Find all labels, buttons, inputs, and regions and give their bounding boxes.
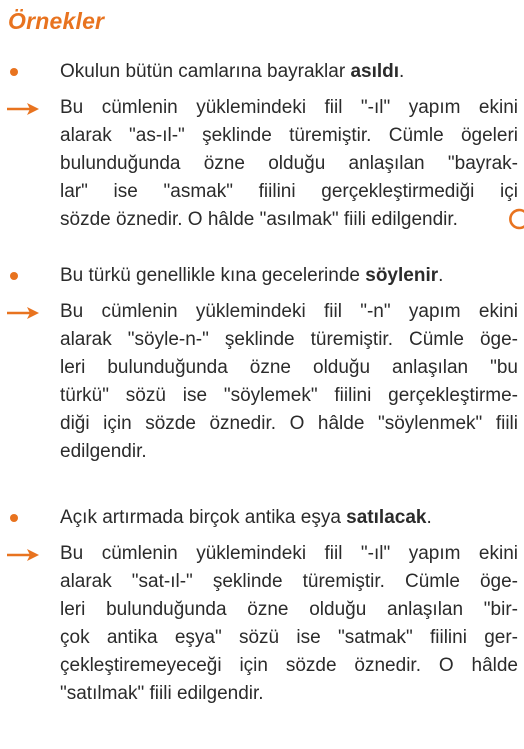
explanation-line: leri bulunduğunda özne olduğu anlaşılan "bu <box>60 357 518 378</box>
explanation-line: "satılmak" fiili edilgendir. <box>60 683 264 704</box>
explanation-line: diği için sözde öznedir. O hâlde "söylenmek" fiili <box>60 413 518 434</box>
explanation-line: alarak "as-ıl-" şeklinde türemiştir. Cümle ögeleri <box>60 125 518 146</box>
sentence-end: . <box>399 61 405 82</box>
explanation-text <box>60 298 518 466</box>
explanation-line: alarak "sat-ıl-" şeklinde türemiştir. Cümle öge- <box>60 571 518 592</box>
explanation-line: Bu cümlenin yüklemindeki fiil "-ıl" yapım ekini <box>60 543 518 564</box>
explanation-line: çok antika eşya" sözü ise "satmak" fiilini ger- <box>60 627 518 648</box>
edge-circle-icon <box>508 208 524 230</box>
sentence-text: Açık artırmada birçok antika eşya <box>60 507 347 528</box>
section-heading: Örnekler <box>8 8 105 34</box>
explanation-text <box>60 540 518 708</box>
arrow-right-icon <box>6 102 40 116</box>
example-sentence-text <box>60 262 518 290</box>
sentence-text: Bu türkü genellikle kına gecelerinde <box>60 265 366 286</box>
explanation-line: bulunduğunda özne olduğu anlaşılan "bayrak- <box>60 153 518 174</box>
bullet-dot-icon <box>10 68 18 76</box>
sentence-end: . <box>438 265 444 286</box>
arrow-right-icon <box>6 306 40 320</box>
example-sentence-text <box>60 58 518 86</box>
explanation-line: lar" ise "asmak" fiilini gerçekleştirmediği içi <box>60 181 518 202</box>
sentence-verb: satılacak <box>346 507 427 528</box>
explanation-text <box>60 94 518 234</box>
explanation-line: alarak "söyle-n-" şeklinde türemiştir. Cümle öge- <box>60 329 518 350</box>
bullet-dot-icon <box>10 514 18 522</box>
sentence-text: Okulun bütün camlarına bayraklar <box>60 61 351 82</box>
sentence-verb: asıldı <box>350 61 400 82</box>
explanation-line: edilgendir. <box>60 441 147 462</box>
arrow-right-icon <box>6 548 40 562</box>
explanation-line: türkü" sözü ise "söylemek" fiilini gerçekleştirme- <box>60 385 518 406</box>
sentence-verb: söylenir <box>365 265 439 286</box>
bullet-dot-icon <box>10 272 18 280</box>
explanation-line: sözde öznedir. O hâlde "asılmak" fiili edilgendir. <box>60 209 458 230</box>
explanation-line: Bu cümlenin yüklemindeki fiil "-n" yapım ekini <box>60 301 518 322</box>
example-sentence-text <box>60 504 518 532</box>
explanation-line: çekleştiremeyeceği için sözde öznedir. O hâlde <box>60 655 518 676</box>
sentence-end: . <box>426 507 432 528</box>
explanation-line: Bu cümlenin yüklemindeki fiil "-ıl" yapım ekini <box>60 97 518 118</box>
explanation-line: leri bulunduğunda özne olduğu anlaşılan "bir- <box>60 599 518 620</box>
